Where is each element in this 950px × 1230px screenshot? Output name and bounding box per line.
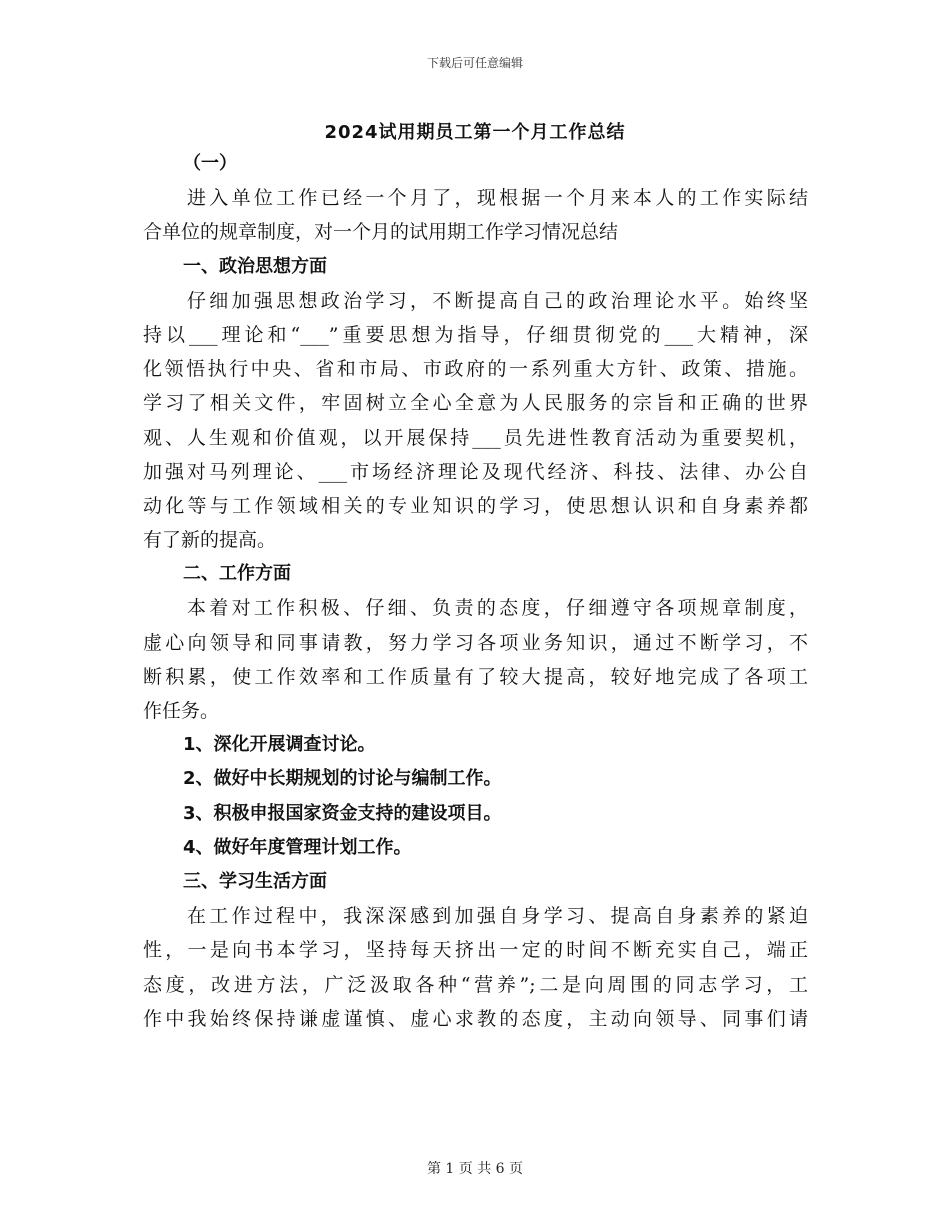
paragraph-line: 断积累，使工作效率和工作质量有了较大提高，较好地完成了各项工 <box>143 665 808 688</box>
list-item: 2、做好中长期规划的讨论与编制工作。 <box>183 768 502 790</box>
section-heading: 三、学习生活方面 <box>183 870 327 892</box>
paragraph-line: 本着对工作积极、仔细、负责的态度，仔细遵守各项规章制度， <box>187 597 808 620</box>
list-item: 3、积极申报国家资金支持的建设项目。 <box>183 802 502 824</box>
intro-line: 合单位的规章制度，对一个月的试用期工作学习情况总结 <box>143 221 619 244</box>
paragraph-line: 学习了相关文件，牢固树立全心全意为人民服务的宗旨和正确的世界 <box>143 392 808 415</box>
paragraph-line: 动化等与工作领域相关的专业知识的学习，使思想认识和自身素养都 <box>143 494 808 517</box>
paragraph-line: 观、人生观和价值观，以开展保持___员先进性教育活动为重要契机， <box>143 426 808 449</box>
page-number: 第 1 页 共 6 页 <box>426 1161 524 1177</box>
paragraph-line: 仔细加强思想政治学习，不断提高自己的政治理论水平。始终坚 <box>187 289 808 312</box>
paragraph-line: 有了新的提高。 <box>143 529 277 552</box>
paragraph-line: 作任务。 <box>143 700 220 722</box>
paragraph-line: 作中我始终保持谦虚谨慎、虚心求教的态度，主动向领导、同事们请 <box>143 1007 808 1030</box>
sub-title: （一） <box>183 153 237 174</box>
section-heading: 二、工作方面 <box>183 563 291 585</box>
paragraph-line: 在工作过程中，我深深感到加强自身学习、提高自身素养的紧迫 <box>187 905 808 928</box>
section-heading: 一、政治思想方面 <box>183 255 327 277</box>
page-header-note: 下载后可任意编辑 <box>426 56 523 70</box>
document-body <box>143 147 808 1036</box>
paragraph-line: 加强对马列理论、___市场经济理论及现代经济、科技、法律、办公自 <box>143 460 808 483</box>
list-item: 1、深化开展调查讨论。 <box>183 734 376 756</box>
paragraph-line: 持以___理论和“___”重要思想为指导，仔细贯彻党的___大精神，深 <box>143 323 808 346</box>
intro-line: 进入单位工作已经一个月了，现根据一个月来本人的工作实际结 <box>187 187 808 210</box>
paragraph-line: 态度，改进方法，广泛汲取各种“营养”;二是向周围的同志学习，工 <box>143 973 808 996</box>
document-title: 2024试用期员工第一个月工作总结 <box>324 122 626 143</box>
list-item: 4、做好年度管理计划工作。 <box>183 836 412 858</box>
paragraph-line: 性，一是向书本学习，坚持每天挤出一定的时间不断充实自己，端正 <box>143 939 808 962</box>
paragraph-line: 虚心向领导和同事请教，努力学习各项业务知识，通过不断学习，不 <box>143 631 808 654</box>
paragraph-line: 化领悟执行中央、省和市局、市政府的一系列重大方针、政策、措施。 <box>143 358 808 381</box>
